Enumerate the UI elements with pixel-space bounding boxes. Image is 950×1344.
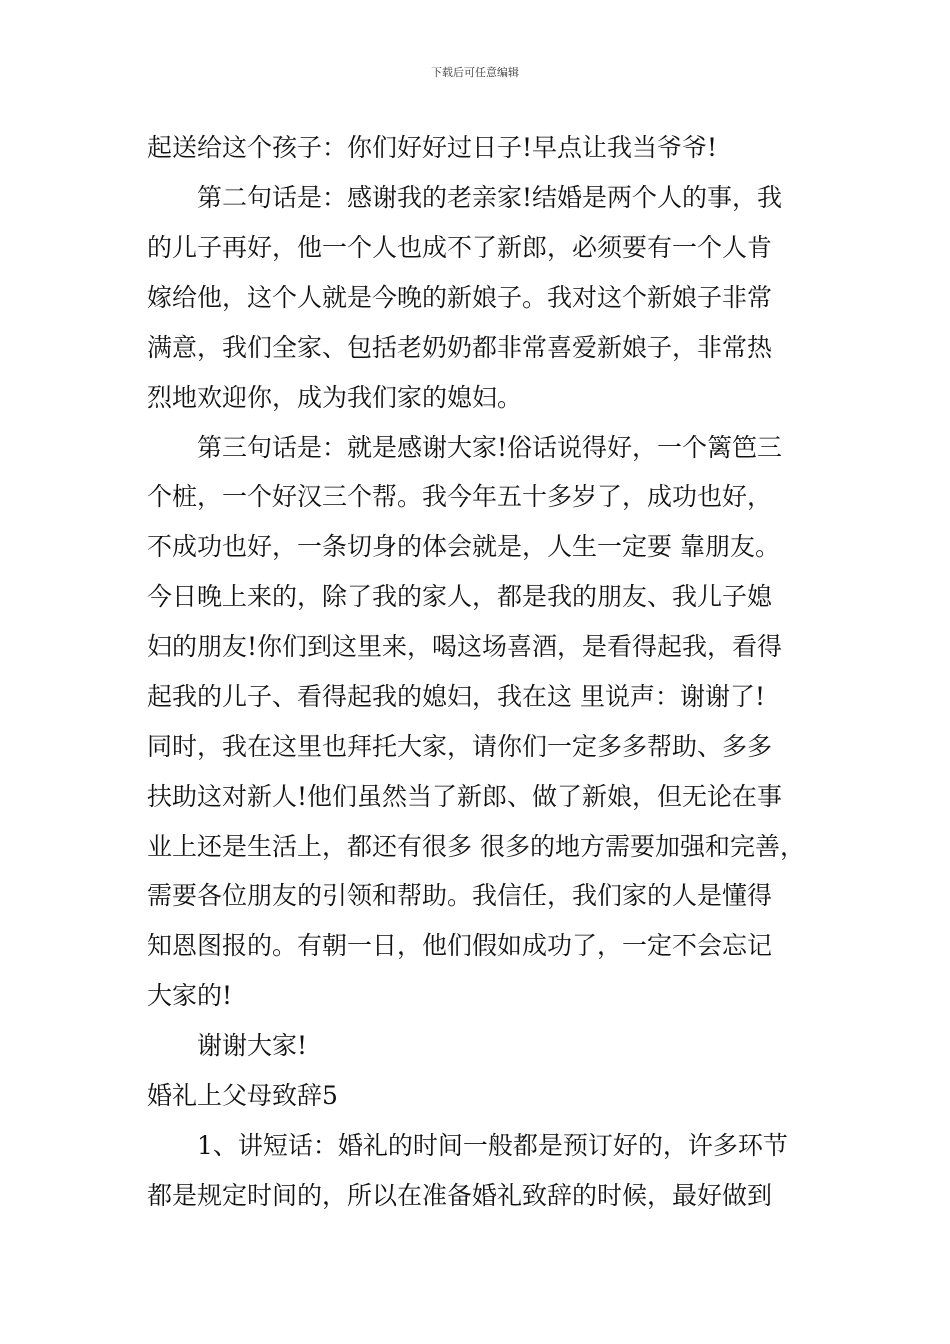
section-heading: 婚礼上父母致辞5 xyxy=(147,1081,338,1110)
text-line: 起送给这个孩子：你们好好过日子!早点让我当爷爷! xyxy=(147,133,718,162)
text-line: 今日晚上来的，除了我的家人，都是我的朋友、我儿子媳 xyxy=(147,582,773,611)
text-line: 业上还是生活上，都还有很多 很多的地方需要加强和完善， xyxy=(147,832,805,861)
text-line: 烈地欢迎你，成为我们家的媳妇。 xyxy=(147,383,523,412)
text-line: 妇的朋友!你们到这里来，喝这场喜酒，是看得起我，看得 xyxy=(147,632,783,661)
paragraph-start: 谢谢大家! xyxy=(197,1031,308,1060)
text-line: 扶助这对新人!他们虽然当了新郎、做了新娘，但无论在事 xyxy=(147,782,783,811)
text-line: 都是规定时间的，所以在准备婚礼致辞的时候，最好做到 xyxy=(147,1181,773,1210)
text-line: 起我的儿子、看得起我的媳妇，我在这 里说声：谢谢了! xyxy=(147,682,765,711)
paragraph-start: 第三句话是：就是感谢大家!俗话说得好，一个篱笆三 xyxy=(197,433,783,462)
page-header: 下载后可任意编辑 xyxy=(431,66,519,79)
text-line: 大家的! xyxy=(147,981,233,1010)
text-line: 嫁给他，这个人就是今晚的新娘子。我对这个新娘子非常 xyxy=(147,283,773,312)
paragraph-start: 1、讲短话：婚礼的时间一般都是预订好的，许多环节 xyxy=(197,1131,788,1160)
text-line: 满意，我们全家、包括老奶奶都非常喜爱新娘子，非常热 xyxy=(147,333,773,362)
text-line: 同时，我在这里也拜托大家，请你们一定多多帮助、多多 xyxy=(147,732,773,761)
text-line: 知恩图报的。有朝一日，他们假如成功了，一定不会忘记 xyxy=(147,931,773,960)
text-line: 需要各位朋友的引领和帮助。我信任，我们家的人是懂得 xyxy=(147,881,773,910)
text-line: 个桩，一个好汉三个帮。我今年五十多岁了，成功也好， xyxy=(147,482,773,511)
paragraph-start: 第二句话是：感谢我的老亲家!结婚是两个人的事，我 xyxy=(197,183,783,212)
text-line: 不成功也好，一条切身的体会就是，人生一定要 靠朋友。 xyxy=(147,532,780,561)
text-line: 的儿子再好，他一个人也成不了新郎，必须要有一个人肯 xyxy=(147,233,773,262)
